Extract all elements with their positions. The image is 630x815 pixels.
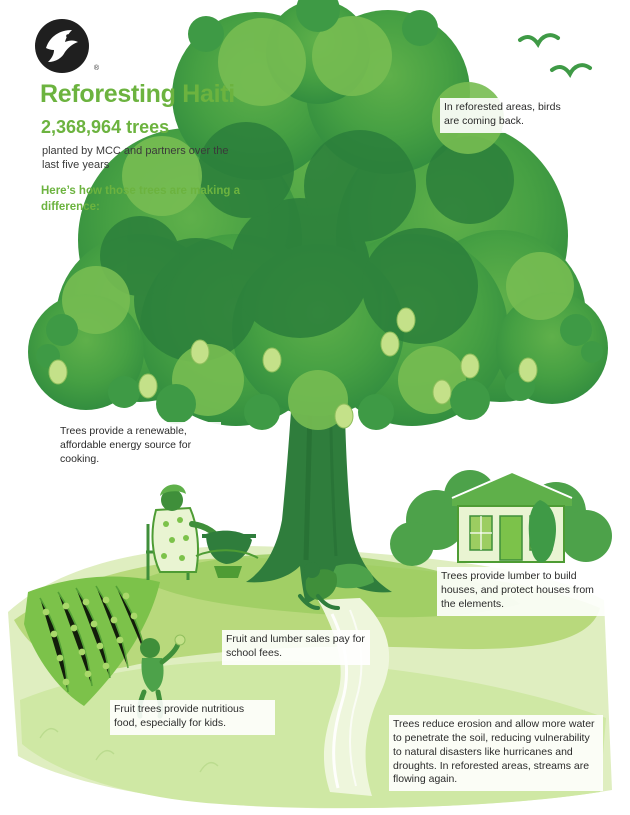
mcc-logo [34, 18, 99, 74]
callout-fruit: Fruit trees provide nutritious food, especially for kids. [110, 700, 275, 735]
tree-count: 2,368,964 trees [41, 117, 170, 137]
callout-erosion: Trees reduce erosion and allow more water to penetrate the soil, reducing vulnerability to natural disasters like hurricanes and droughts. In reforested areas, streams are flowing again. [389, 715, 603, 791]
birds [520, 35, 590, 74]
house [390, 470, 612, 566]
callout-energy: Trees provide a renewable, affordable energy source for cooking. [56, 422, 221, 471]
dove-circle-icon [34, 18, 90, 74]
registered-mark: ® [93, 65, 99, 72]
callout-birds: In reforested areas, birds are coming back. [440, 98, 566, 133]
lead-in-text: Here’s how those trees are making a difference: [41, 185, 240, 213]
tree-count-subtext: planted by MCC and partners over the last five years [42, 145, 229, 172]
page-title: Reforesting Haiti [40, 80, 235, 108]
callout-school-fees: Fruit and lumber sales pay for school fees. [222, 630, 370, 665]
callout-lumber: Trees provide lumber to build houses, and protect houses from the elements. [437, 567, 605, 616]
